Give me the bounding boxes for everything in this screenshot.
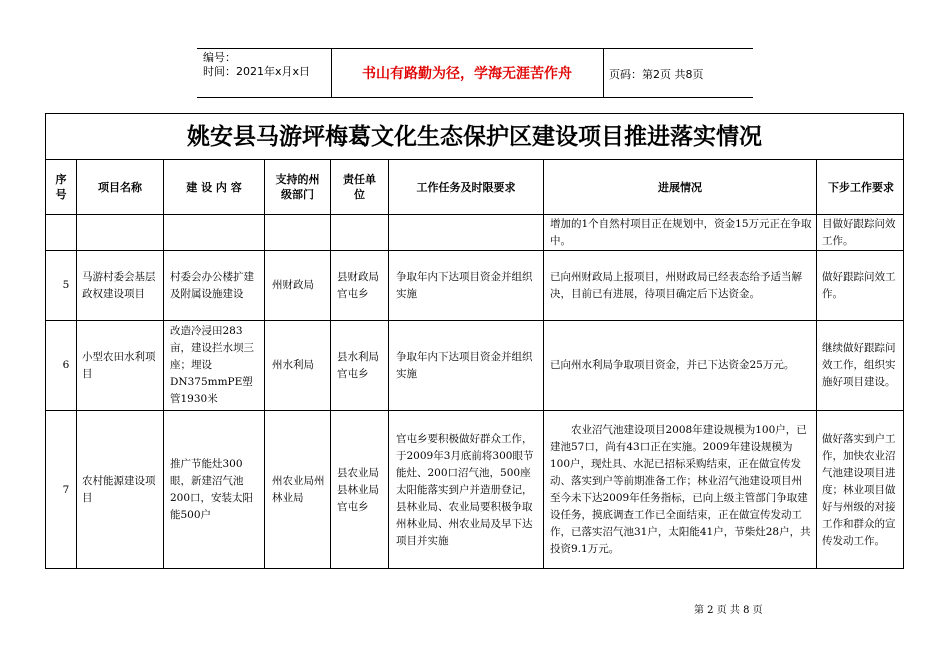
document-title: 姚安县马游坪梅葛文化生态保护区建设项目推进落实情况 bbox=[187, 123, 762, 150]
task-cell: 官屯乡要积极做好群众工作，于2009年3月底前将300眼节能灶、200口沼气池，500座太阳能落实到户并造册登记，县林业局、农业局要积极争取州林业局、州农业局及早下达项目并实施 bbox=[396, 432, 534, 547]
col-header-name: 项目名称 bbox=[98, 180, 142, 194]
progress-table bbox=[45, 113, 904, 569]
responsible-cell: 县农业局县林业局官屯乡 bbox=[337, 466, 379, 513]
table-rule bbox=[46, 214, 903, 215]
project-name-cell: 马游村委会基层政权建设项目 bbox=[82, 270, 156, 300]
col-header-resp: 责任单位 bbox=[343, 173, 376, 201]
table-rule bbox=[163, 159, 164, 569]
table-rule bbox=[330, 159, 331, 569]
table-rule bbox=[76, 159, 77, 569]
dept-cell: 州水利局 bbox=[272, 359, 314, 371]
header-meta bbox=[203, 51, 310, 79]
task-cell: 争取年内下达项目资金并组织实施 bbox=[396, 350, 533, 380]
page-footer: 第 2 页 共 8 页 bbox=[694, 605, 763, 616]
col-header-content: 建 设 内 容 bbox=[186, 180, 242, 194]
col-header-dept: 支持的州级部门 bbox=[275, 173, 320, 201]
dept-cell: 州农业局州林业局 bbox=[272, 475, 325, 504]
next-step-cell: 目做好跟踪问效工作。 bbox=[822, 218, 896, 247]
time-label: 时间：2021年x月x日 bbox=[203, 65, 311, 78]
col-header-next: 下步工作要求 bbox=[828, 180, 894, 194]
row-number: 6 bbox=[62, 359, 70, 371]
number-label: 编号： bbox=[203, 51, 236, 64]
header-page-number: 页码：第2页 共8页 bbox=[609, 68, 704, 81]
content-cell: 村委会办公楼扩建及附属设施建设 bbox=[170, 270, 254, 300]
page-header bbox=[197, 48, 753, 98]
col-header-task: 工作任务及时限要求 bbox=[416, 180, 516, 194]
col-header-progress: 进展情况 bbox=[658, 180, 702, 194]
table-rule bbox=[264, 159, 265, 569]
row-number: 5 bbox=[62, 279, 70, 291]
project-name-cell: 小型农田水利项目 bbox=[82, 350, 156, 380]
progress-cell: 已向州财政局上报项目，州财政局已经表态给予适当解决，目前已有进展，待项目确定后下达资金。 bbox=[550, 270, 802, 300]
row-number: 7 bbox=[62, 483, 70, 496]
responsible-cell: 县财政局官屯乡 bbox=[337, 270, 379, 300]
table-rule bbox=[543, 159, 544, 569]
progress-cell: 增加的1个自然村项目正在规划中，资金15万元正在争取中。 bbox=[550, 218, 812, 247]
next-step-cell: 继续做好跟踪问效工作，组织实施好项目建设。 bbox=[822, 342, 896, 388]
progress-cell: 已向州水利局争取项目资金，并已下达资金25万元。 bbox=[550, 359, 795, 371]
content-cell: 推广节能灶300眼，新建沼气池200口，安装太阳能500户 bbox=[170, 458, 254, 521]
progress-cell: 农业沼气池建设项目2008年建设规模为100户，已建池57口，尚有43口正在实施。2009年建设规模为100户，现灶具、水泥已招标采购结束，正在做宣传发动、落实到户等前期准备工作；林业沼气池建设项目州至今未下达2009年任务指标，已向上级主管部门争取建设任务，摸底调查工作已全面结束，正在做宣传发动工作，已落实沼气池31户，太阳能41户，节柴灶28户，共投资9.1万元。 bbox=[550, 424, 811, 555]
content-cell: 改造冷浸田283亩，建设拦水坝三座；埋设DN375mmPE塑管1930米 bbox=[170, 325, 254, 405]
next-step-cell: 做好跟踪问效工作。 bbox=[822, 270, 896, 300]
table-rule bbox=[816, 159, 817, 569]
header-motto: 书山有路勤为径，学海无涯苦作舟 bbox=[362, 66, 572, 82]
task-cell: 争取年内下达项目资金并组织实施 bbox=[396, 270, 533, 300]
header-divider bbox=[603, 49, 604, 97]
table-rule bbox=[388, 159, 389, 569]
next-step-cell: 做好落实到户工作，加快农业沼气池建设项目进度；林业项目做好与州级的对接工作和群众的宣传发动工作。 bbox=[822, 432, 896, 547]
responsible-cell: 县水利局官屯乡 bbox=[337, 350, 379, 380]
col-header-no: 序号 bbox=[55, 173, 67, 201]
project-name-cell: 农村能源建设项目 bbox=[82, 475, 156, 504]
dept-cell: 州财政局 bbox=[272, 279, 314, 291]
